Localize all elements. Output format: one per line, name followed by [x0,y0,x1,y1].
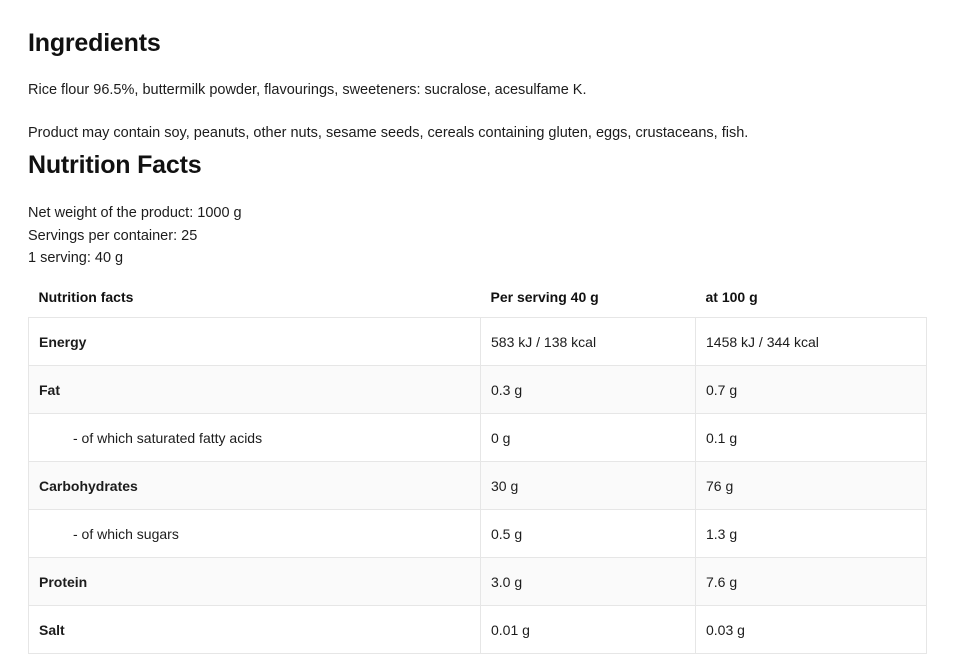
nutrient-per-100g: 0.1 g [696,414,927,462]
nutrient-per-serving: 583 kJ / 138 kcal [481,318,696,366]
column-header-nutrient: Nutrition facts [38,289,134,306]
nutrient-per-serving: 0.01 g [481,606,696,654]
table-row [29,414,927,462]
nutrient-per-100g: 1458 kJ / 344 kcal [696,318,927,366]
nutrient-per-serving: 0 g [481,414,696,462]
nutrient-per-100g: 7.6 g [696,558,927,606]
nutrient-label: Carbohydrates [29,462,481,510]
ingredients-heading: Ingredients [28,29,161,57]
table-row [29,462,927,510]
nutrient-per-100g: 0.03 g [696,606,927,654]
serving-info [28,202,936,269]
serving-size-line: 1 serving: 40 g [28,249,124,266]
nutrient-per-serving: 3.0 g [481,558,696,606]
nutrient-label: Salt [29,606,481,654]
nutrient-per-serving: 0.3 g [481,366,696,414]
nutrient-per-100g: 76 g [696,462,927,510]
net-weight-line: Net weight of the product: 1000 g [28,205,242,222]
table-row [29,606,927,654]
table-header-row [29,283,927,318]
nutrient-label: - of which saturated fatty acids [29,414,481,462]
nutrition-facts-heading: Nutrition Facts [28,151,202,180]
ingredients-text: Rice flour 96.5%, buttermilk powder, flavourings, sweeteners: sucralose, acesulfame K. [28,82,587,98]
nutrient-label: - of which sugars [29,510,481,558]
table-row [29,558,927,606]
nutrient-label: Protein [29,558,481,606]
column-header-per-100g: at 100 g [705,289,758,306]
table-row [29,366,927,414]
column-header-per-serving: Per serving 40 g [490,289,599,306]
table-row [29,318,927,366]
servings-per-container-line: Servings per container: 25 [28,227,198,244]
nutrient-per-serving: 0.5 g [481,510,696,558]
nutrient-per-serving: 30 g [481,462,696,510]
nutrition-facts-table [28,283,927,654]
nutrient-label: Fat [29,366,481,414]
nutrient-per-100g: 1.3 g [696,510,927,558]
nutrient-per-100g: 0.7 g [696,366,927,414]
allergen-warning-text: Product may contain soy, peanuts, other nuts, sesame seeds, cereals containing gluten, eggs, crustaceans, fish. [28,125,749,142]
table-row [29,510,927,558]
nutrient-label: Energy [29,318,481,366]
